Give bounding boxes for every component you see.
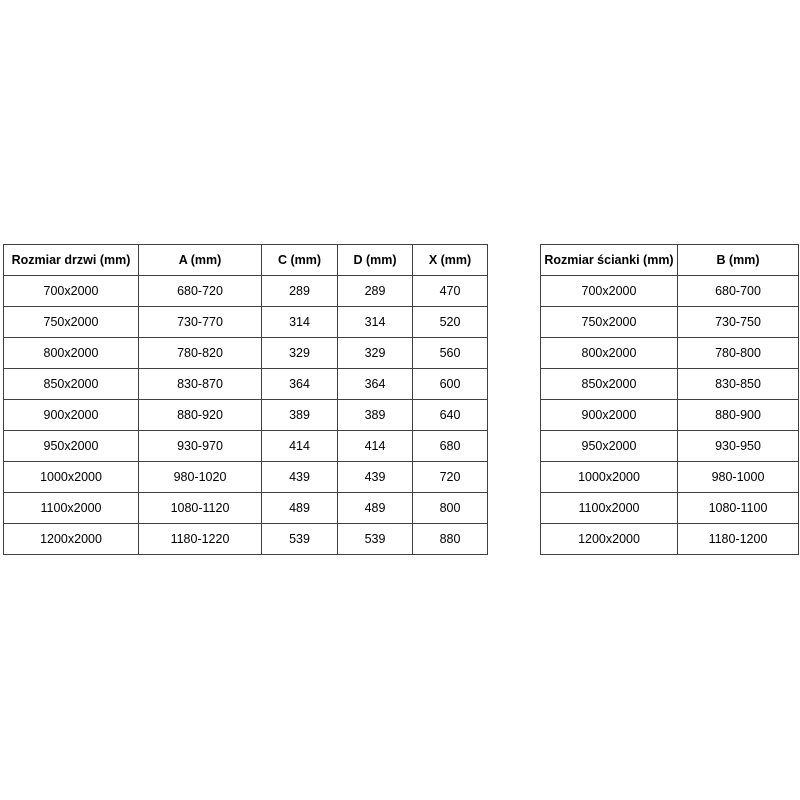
table-cell: 800 — [413, 493, 488, 524]
column-header-b: B (mm) — [678, 245, 799, 276]
table-row — [4, 276, 488, 307]
table-cell: 1100x2000 — [4, 493, 139, 524]
table-cell: 750x2000 — [4, 307, 139, 338]
column-header-door-size: Rozmiar drzwi (mm) — [4, 245, 139, 276]
table-cell: 289 — [338, 276, 413, 307]
table-cell: 880-900 — [678, 400, 799, 431]
table-row — [541, 493, 799, 524]
table-cell: 1000x2000 — [4, 462, 139, 493]
table-row — [541, 400, 799, 431]
table-cell: 314 — [338, 307, 413, 338]
table-cell: 900x2000 — [4, 400, 139, 431]
table-cell: 930-970 — [139, 431, 262, 462]
table-cell: 470 — [413, 276, 488, 307]
table-cell: 520 — [413, 307, 488, 338]
table-row — [4, 307, 488, 338]
table-cell: 364 — [262, 369, 338, 400]
table-cell: 730-750 — [678, 307, 799, 338]
table-cell: 980-1020 — [139, 462, 262, 493]
table-cell: 539 — [338, 524, 413, 555]
table-cell: 329 — [262, 338, 338, 369]
column-header-d: D (mm) — [338, 245, 413, 276]
table-cell: 930-950 — [678, 431, 799, 462]
table-cell: 1080-1120 — [139, 493, 262, 524]
table-cell: 680-720 — [139, 276, 262, 307]
door-dimensions-table — [3, 244, 488, 555]
table-cell: 880-920 — [139, 400, 262, 431]
table-cell: 700x2000 — [541, 276, 678, 307]
wall-dimensions-table — [540, 244, 799, 555]
table-cell: 830-870 — [139, 369, 262, 400]
table-cell: 830-850 — [678, 369, 799, 400]
table-cell: 414 — [338, 431, 413, 462]
column-header-a: A (mm) — [139, 245, 262, 276]
table-cell: 1200x2000 — [4, 524, 139, 555]
table-row — [4, 431, 488, 462]
table-cell: 680-700 — [678, 276, 799, 307]
table-cell: 364 — [338, 369, 413, 400]
table-cell: 289 — [262, 276, 338, 307]
table-cell: 680 — [413, 431, 488, 462]
table-cell: 900x2000 — [541, 400, 678, 431]
table-cell: 780-820 — [139, 338, 262, 369]
table-cell: 1200x2000 — [541, 524, 678, 555]
table-row — [4, 493, 488, 524]
table-cell: 389 — [338, 400, 413, 431]
table-cell: 730-770 — [139, 307, 262, 338]
table-cell: 600 — [413, 369, 488, 400]
table-row — [4, 462, 488, 493]
column-header-wall-size: Rozmiar ścianki (mm) — [541, 245, 678, 276]
table-cell: 439 — [262, 462, 338, 493]
table-row — [541, 431, 799, 462]
table-cell: 1080-1100 — [678, 493, 799, 524]
table-cell: 1180-1220 — [139, 524, 262, 555]
table-cell: 1180-1200 — [678, 524, 799, 555]
table-row — [541, 369, 799, 400]
table-row — [541, 524, 799, 555]
table-cell: 800x2000 — [541, 338, 678, 369]
table-cell: 980-1000 — [678, 462, 799, 493]
table-row — [4, 524, 488, 555]
table-cell: 489 — [338, 493, 413, 524]
table-cell: 640 — [413, 400, 488, 431]
table-cell: 700x2000 — [4, 276, 139, 307]
table-cell: 780-800 — [678, 338, 799, 369]
table-cell: 850x2000 — [541, 369, 678, 400]
table-row — [4, 400, 488, 431]
table-cell: 560 — [413, 338, 488, 369]
column-header-x: X (mm) — [413, 245, 488, 276]
table-row — [4, 338, 488, 369]
table-row — [541, 276, 799, 307]
table-cell: 800x2000 — [4, 338, 139, 369]
table-cell: 1100x2000 — [541, 493, 678, 524]
table-cell: 950x2000 — [541, 431, 678, 462]
table-cell: 489 — [262, 493, 338, 524]
table-cell: 539 — [262, 524, 338, 555]
table-cell: 414 — [262, 431, 338, 462]
table-cell: 880 — [413, 524, 488, 555]
table-row — [4, 369, 488, 400]
table-cell: 389 — [262, 400, 338, 431]
column-header-c: C (mm) — [262, 245, 338, 276]
table-cell: 1000x2000 — [541, 462, 678, 493]
table-cell: 439 — [338, 462, 413, 493]
table-row — [541, 338, 799, 369]
header-row — [541, 245, 799, 276]
table-row — [541, 462, 799, 493]
table-cell: 850x2000 — [4, 369, 139, 400]
table-cell: 329 — [338, 338, 413, 369]
table-cell: 950x2000 — [4, 431, 139, 462]
table-cell: 720 — [413, 462, 488, 493]
header-row — [4, 245, 488, 276]
table-cell: 750x2000 — [541, 307, 678, 338]
table-cell: 314 — [262, 307, 338, 338]
table-row — [541, 307, 799, 338]
